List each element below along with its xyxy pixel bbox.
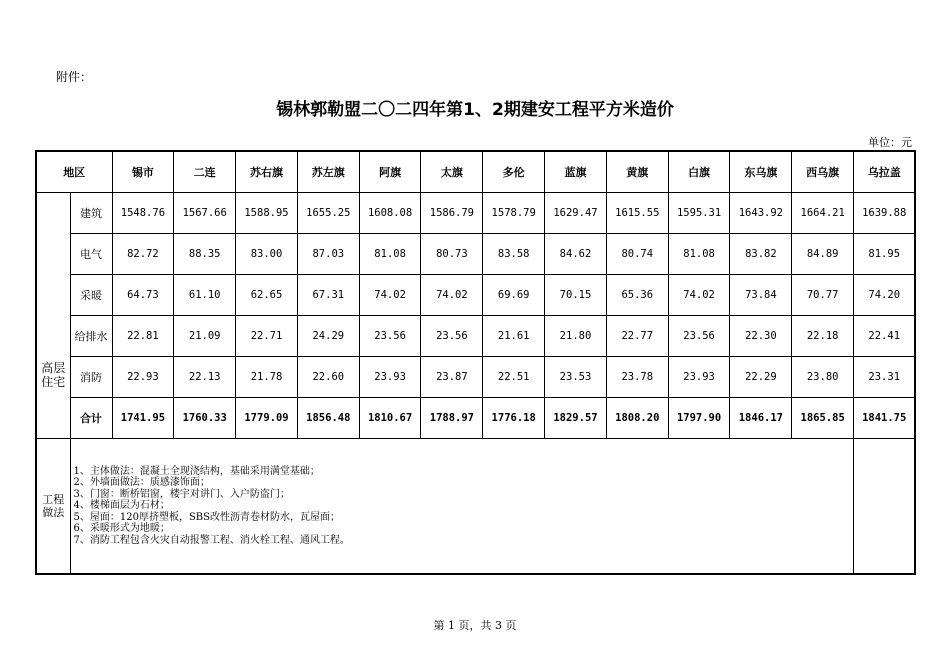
total-cell: 1846.17 <box>730 398 792 439</box>
value-cell: 62.65 <box>236 275 298 316</box>
value-cell: 1643.92 <box>730 193 792 234</box>
method-label-text: 工程做法 <box>42 493 65 519</box>
attachment-label: 附件： <box>56 70 93 84</box>
value-cell: 88.35 <box>174 234 236 275</box>
value-cell: 81.95 <box>854 234 916 275</box>
total-cell: 1808.20 <box>606 398 668 439</box>
value-cell: 74.02 <box>421 275 483 316</box>
value-cell: 22.41 <box>854 316 916 357</box>
value-cell: 1595.31 <box>668 193 730 234</box>
value-cell: 22.77 <box>606 316 668 357</box>
cost-table <box>35 150 916 575</box>
value-cell: 24.29 <box>297 316 359 357</box>
value-cell: 87.03 <box>297 234 359 275</box>
value-cell: 23.56 <box>668 316 730 357</box>
value-cell: 81.08 <box>668 234 730 275</box>
region-header-cell: 乌拉盖 <box>854 151 916 193</box>
value-cell: 61.10 <box>174 275 236 316</box>
value-cell: 1548.76 <box>112 193 174 234</box>
row-label: 建筑 <box>70 193 112 234</box>
value-cell: 80.74 <box>606 234 668 275</box>
value-cell: 23.56 <box>359 316 421 357</box>
region-header-cell: 阿旗 <box>359 151 421 193</box>
total-cell: 1841.75 <box>854 398 916 439</box>
total-cell: 1856.48 <box>297 398 359 439</box>
total-cell: 1760.33 <box>174 398 236 439</box>
value-cell: 70.77 <box>792 275 854 316</box>
table-row <box>36 316 915 357</box>
value-cell: 1639.88 <box>854 193 916 234</box>
region-header-cell: 苏右旗 <box>236 151 298 193</box>
method-note: 3、门窗：断桥铝窗，楼宇对讲门、入户防盗门； <box>73 488 290 500</box>
row-label: 采暖 <box>70 275 112 316</box>
value-cell: 21.78 <box>236 357 298 398</box>
value-cell: 1586.79 <box>421 193 483 234</box>
value-cell: 73.84 <box>730 275 792 316</box>
value-cell: 74.20 <box>854 275 916 316</box>
value-cell: 23.93 <box>359 357 421 398</box>
method-notes <box>70 439 854 575</box>
value-cell: 83.00 <box>236 234 298 275</box>
table-row <box>36 193 915 234</box>
method-note: 6、采暖形式为地暖； <box>73 523 170 535</box>
value-cell: 1608.08 <box>359 193 421 234</box>
unit-label: 单位：元 <box>868 136 912 149</box>
value-cell: 74.02 <box>359 275 421 316</box>
value-cell: 22.51 <box>483 357 545 398</box>
value-cell: 84.62 <box>545 234 607 275</box>
value-cell: 23.78 <box>606 357 668 398</box>
value-cell: 23.31 <box>854 357 916 398</box>
value-cell: 23.56 <box>421 316 483 357</box>
total-cell: 1810.67 <box>359 398 421 439</box>
value-cell: 83.82 <box>730 234 792 275</box>
region-header-cell: 多伦 <box>483 151 545 193</box>
table-row <box>36 234 915 275</box>
method-note: 1、主体做法：混凝土全现浇结构，基础采用满堂基础； <box>73 465 320 477</box>
value-cell: 84.89 <box>792 234 854 275</box>
value-cell: 22.81 <box>112 316 174 357</box>
method-note: 4、楼梯面层为石材； <box>73 500 170 512</box>
header-row <box>36 151 915 193</box>
value-cell: 23.87 <box>421 357 483 398</box>
total-cell: 1788.97 <box>421 398 483 439</box>
method-row <box>36 439 915 575</box>
total-row <box>36 398 915 439</box>
value-cell: 65.36 <box>606 275 668 316</box>
value-cell: 1629.47 <box>545 193 607 234</box>
region-header: 地区 <box>36 151 112 193</box>
value-cell: 23.93 <box>668 357 730 398</box>
value-cell: 1655.25 <box>297 193 359 234</box>
value-cell: 1588.95 <box>236 193 298 234</box>
value-cell: 22.71 <box>236 316 298 357</box>
row-label: 消防 <box>70 357 112 398</box>
method-note: 2、外墙面做法：质感漆饰面； <box>73 477 210 489</box>
value-cell: 22.60 <box>297 357 359 398</box>
region-header-cell: 蓝旗 <box>545 151 607 193</box>
value-cell: 22.13 <box>174 357 236 398</box>
region-header-cell: 苏左旗 <box>297 151 359 193</box>
total-cell: 1741.95 <box>112 398 174 439</box>
total-label: 合计 <box>70 398 112 439</box>
value-cell: 21.61 <box>483 316 545 357</box>
total-cell: 1865.85 <box>792 398 854 439</box>
region-header-cell: 锡市 <box>112 151 174 193</box>
value-cell: 1578.79 <box>483 193 545 234</box>
method-note: 5、屋面：120厚挤塑板，SBS改性沥青卷材防水，瓦屋面； <box>73 511 340 523</box>
total-cell: 1797.90 <box>668 398 730 439</box>
group-label <box>36 193 70 439</box>
value-cell: 1567.66 <box>174 193 236 234</box>
page-footer: 第 1 页，共 3 页 <box>433 619 517 632</box>
value-cell: 22.30 <box>730 316 792 357</box>
table-row <box>36 357 915 398</box>
method-note: 7、消防工程包含火灾自动报警工程、消火栓工程、通风工程。 <box>73 534 350 546</box>
table-row <box>36 275 915 316</box>
region-header-cell: 二连 <box>174 151 236 193</box>
value-cell: 81.08 <box>359 234 421 275</box>
value-cell: 67.31 <box>297 275 359 316</box>
value-cell: 22.93 <box>112 357 174 398</box>
value-cell: 21.09 <box>174 316 236 357</box>
row-label: 电气 <box>70 234 112 275</box>
value-cell: 82.72 <box>112 234 174 275</box>
value-cell: 23.80 <box>792 357 854 398</box>
value-cell: 22.18 <box>792 316 854 357</box>
total-cell: 1829.57 <box>545 398 607 439</box>
group-label-text: 高层住宅 <box>41 360 66 389</box>
region-header-cell: 黄旗 <box>606 151 668 193</box>
region-header-cell: 太旗 <box>421 151 483 193</box>
value-cell: 70.15 <box>545 275 607 316</box>
page-title: 锡林郭勒盟二〇二四年第1、2期建安工程平方米造价 <box>276 100 674 120</box>
total-cell: 1779.09 <box>236 398 298 439</box>
value-cell: 64.73 <box>112 275 174 316</box>
row-label: 给排水 <box>70 316 112 357</box>
method-label <box>36 439 70 575</box>
total-cell: 1776.18 <box>483 398 545 439</box>
value-cell: 80.73 <box>421 234 483 275</box>
value-cell: 83.58 <box>483 234 545 275</box>
region-header-cell: 白旗 <box>668 151 730 193</box>
value-cell: 1664.21 <box>792 193 854 234</box>
value-cell: 21.80 <box>545 316 607 357</box>
value-cell: 69.69 <box>483 275 545 316</box>
value-cell: 74.02 <box>668 275 730 316</box>
region-header-cell: 东乌旗 <box>730 151 792 193</box>
value-cell: 23.53 <box>545 357 607 398</box>
value-cell: 22.29 <box>730 357 792 398</box>
value-cell: 1615.55 <box>606 193 668 234</box>
region-header-cell: 西乌旗 <box>792 151 854 193</box>
